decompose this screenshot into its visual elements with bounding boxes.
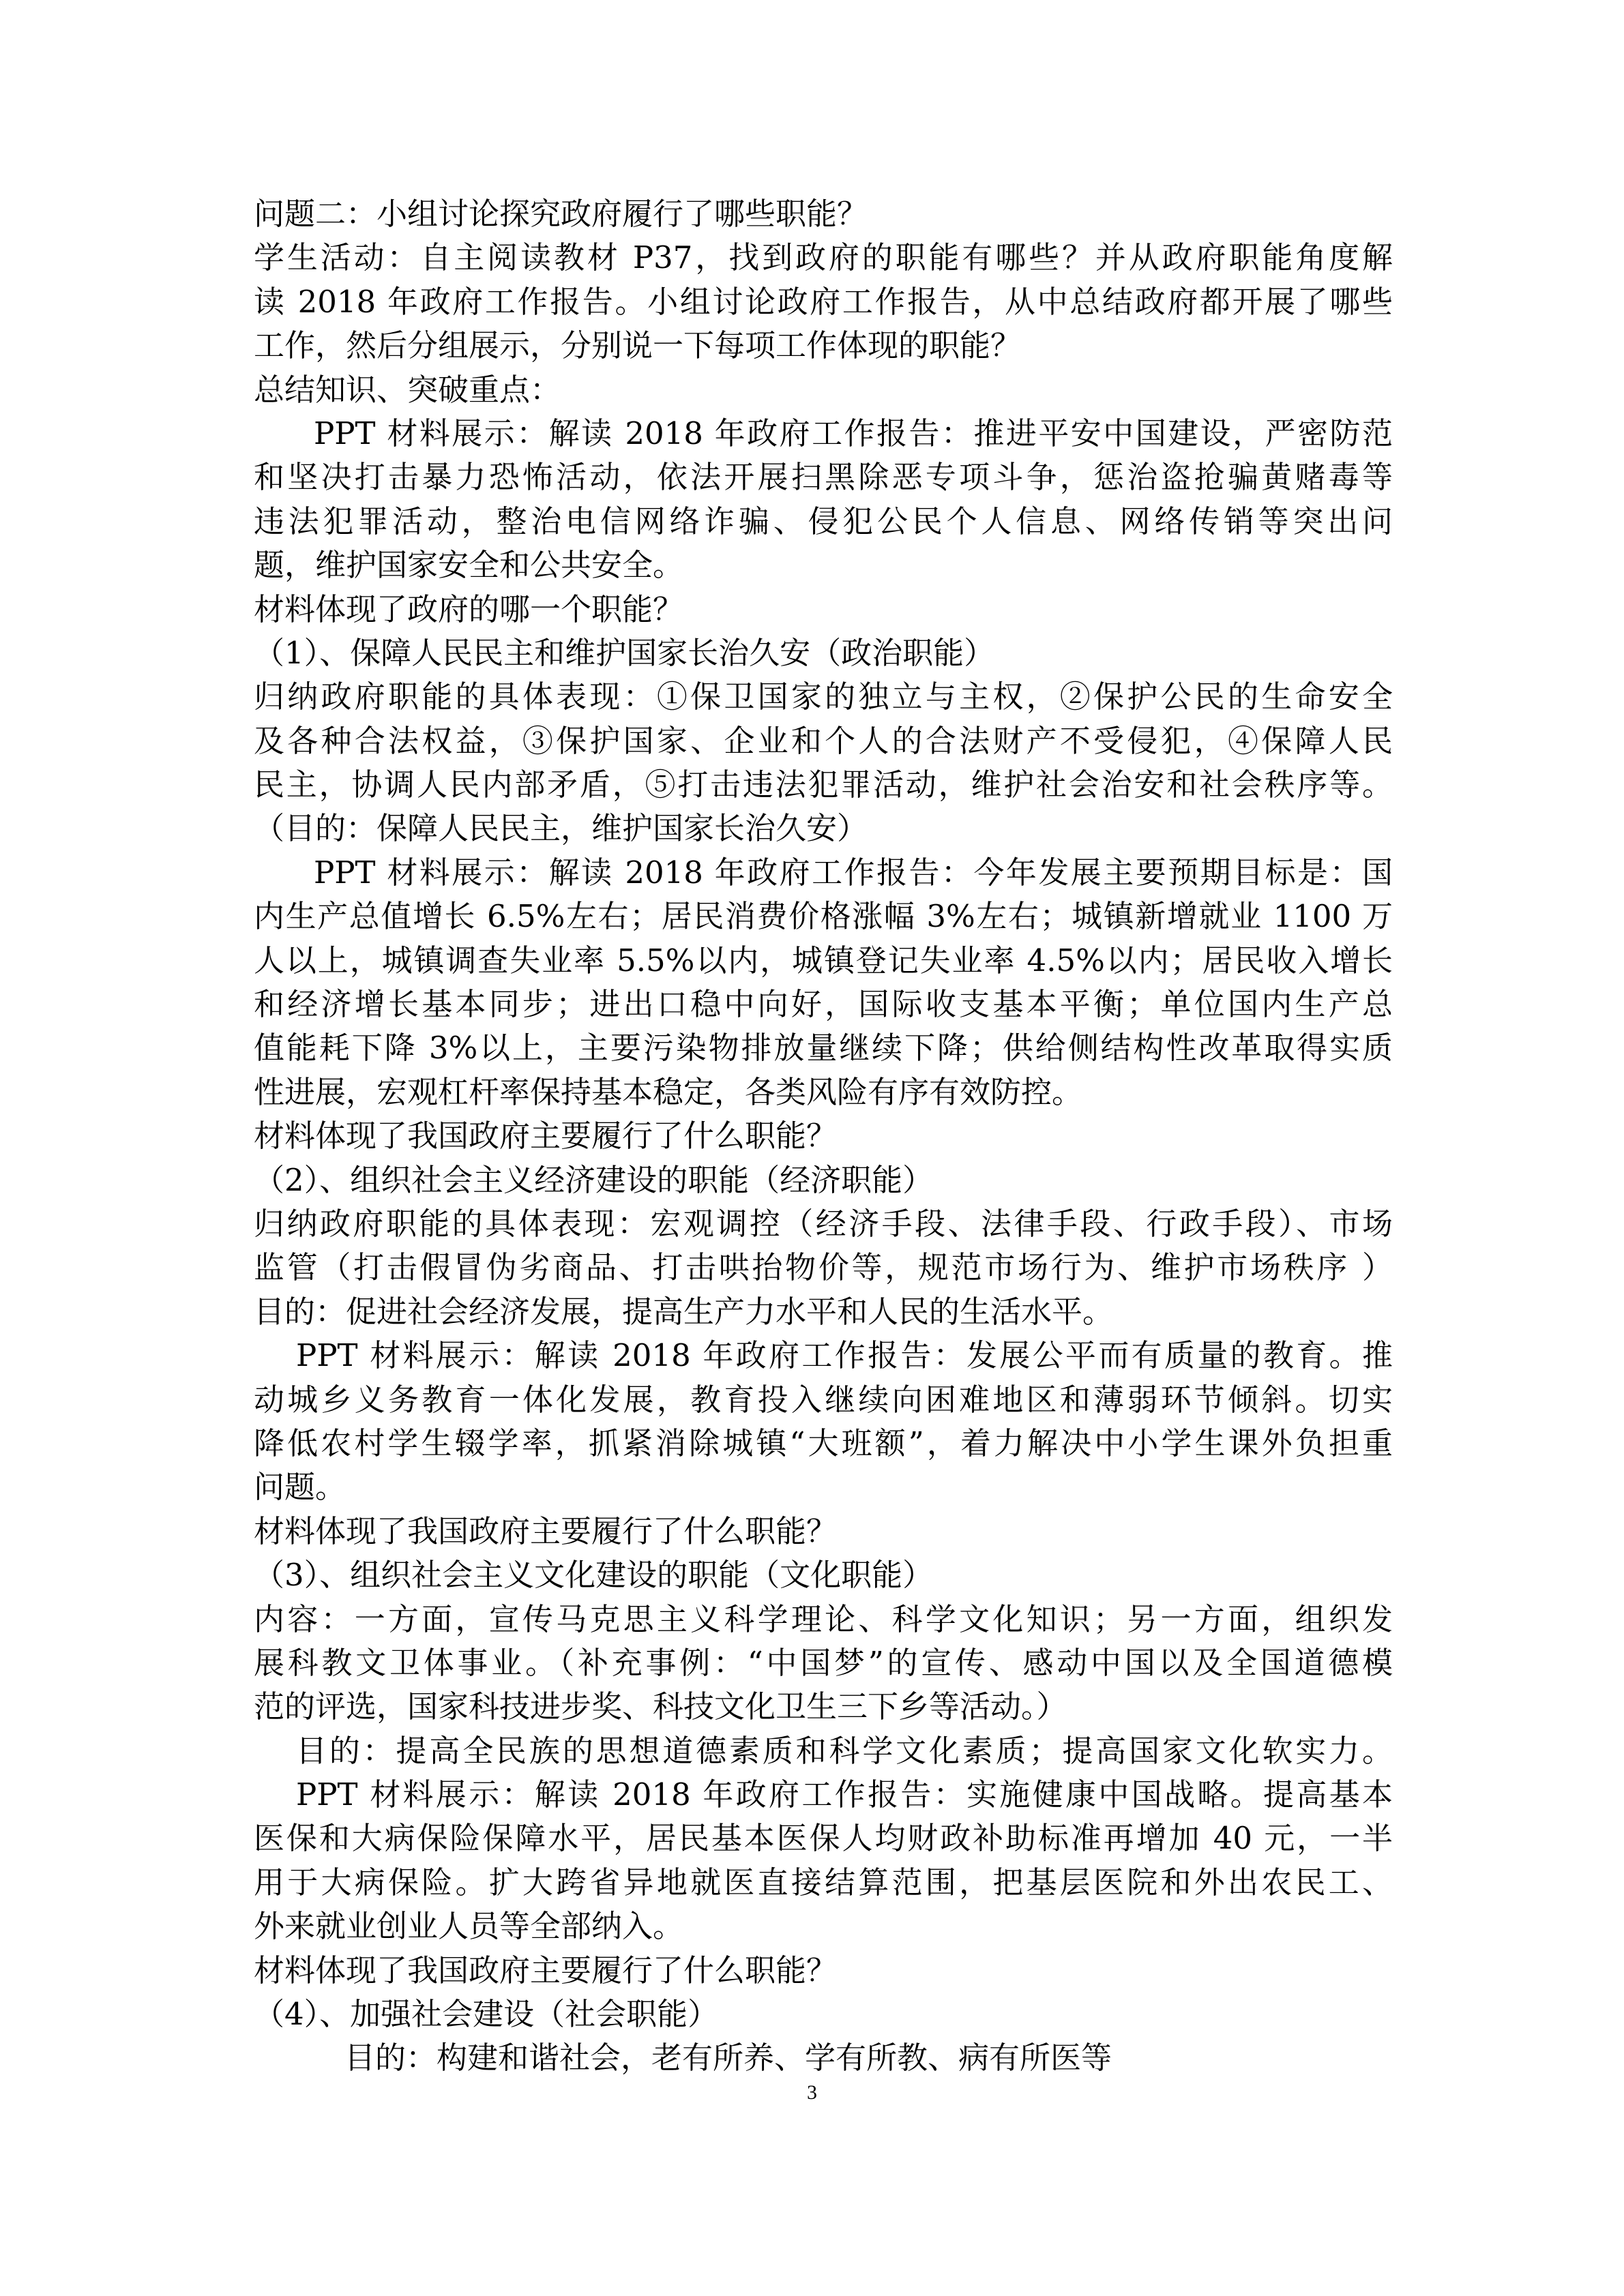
text-line: 读 2018 年政府工作报告。小组讨论政府工作报告，从中总结政府都开展了哪些 — [254, 283, 1393, 320]
text-line: PPT 材料展示：解读 2018 年政府工作报告：实施健康中国战略。提高基本 — [296, 1776, 1393, 1813]
text-line: 监管（打击假冒伪劣商品、打击哄抬物价等，规范市场行为、维护市场秩序 ） — [254, 1249, 1393, 1286]
text-line: 民主，协调人民内部矛盾，⑤打击违法犯罪活动，维护社会治安和社会秩序等。 — [254, 766, 1393, 803]
document-body — [254, 192, 1393, 2081]
text-line: 材料体现了我国政府主要履行了什么职能？ — [254, 1952, 838, 1988]
text-line: 内容：一方面，宣传马克思主义科学理论、科学文化知识；另一方面，组织发 — [254, 1600, 1393, 1637]
text-line: 归纳政府职能的具体表现：宏观调控（经济手段、法律手段、行政手段）、市场 — [254, 1205, 1393, 1242]
text-line: 用于大病保险。扩大跨省异地就医直接结算范围，把基层医院和外出农民工、 — [254, 1864, 1393, 1900]
text-line: 和经济增长基本同步；进出口稳中向好，国际收支基本平衡；单位国内生产总 — [254, 986, 1393, 1023]
text-line: 题，维护国家安全和公共安全。 — [254, 547, 684, 584]
text-line: 材料体现了政府的哪一个职能？ — [254, 591, 684, 627]
text-line: （目的：保障人民民主，维护国家长治久安） — [254, 810, 868, 847]
text-line: 学生活动：自主阅读教材 P37，找到政府的职能有哪些？并从政府职能角度解 — [254, 239, 1393, 276]
text-line: （3）、组织社会主义文化建设的职能（文化职能） — [254, 1557, 934, 1594]
text-line: 范的评选，国家科技进步奖、科技文化卫生三下乡等活动。） — [254, 1688, 1067, 1725]
text-line: 展科教文卫体事业。（补充事例：“中国梦”的宣传、感动中国以及全国道德模 — [254, 1644, 1393, 1681]
text-line: PPT 材料展示：解读 2018 年政府工作报告：推进平安中国建设，严密防范 — [314, 415, 1393, 451]
text-line: 问题。 — [254, 1469, 346, 1506]
text-line: 人以上，城镇调查失业率 5.5%以内，城镇登记失业率 4.5%以内；居民收入增长 — [254, 942, 1393, 979]
text-line: 归纳政府职能的具体表现：①保卫国家的独立与主权，②保护公民的生命安全 — [254, 679, 1393, 715]
text-line: 材料体现了我国政府主要履行了什么职能？ — [254, 1118, 838, 1154]
text-line: 和坚决打击暴力恐怖活动，依法开展扫黑除恶专项斗争，惩治盗抢骗黄赌毒等 — [254, 459, 1393, 496]
text-line: 外来就业创业人员等全部纳入。 — [254, 1908, 684, 1945]
text-line: （1）、保障人民民主和维护国家长治久安（政治职能） — [254, 634, 995, 671]
text-line: 目的：提高全民族的思想道德素质和科学文化素质；提高国家文化软实力。 — [296, 1732, 1393, 1769]
text-line: 降低农村学生辍学率，抓紧消除城镇“大班额”，着力解决中小学生课外负担重 — [254, 1425, 1393, 1461]
text-line: 医保和大病保险保障水平，居民基本医保人均财政补助标准再增加 40 元，一半 — [254, 1820, 1393, 1857]
text-line: 目的：构建和谐社会，老有所养、学有所教、病有所医等 — [344, 2040, 1112, 2076]
text-line: 动城乡义务教育一体化发展，教育投入继续向困难地区和薄弱环节倾斜。切实 — [254, 1381, 1393, 1418]
text-line: 工作，然后分组展示，分别说一下每项工作体现的职能？ — [254, 327, 1022, 364]
text-line: 及各种合法权益，③保护国家、企业和个人的合法财产不受侵犯，④保障人民 — [254, 722, 1393, 759]
text-line: 问题二：小组讨论探究政府履行了哪些职能？ — [254, 196, 868, 232]
text-line: 目的：促进社会经济发展，提高生产力水平和人民的生活水平。 — [254, 1293, 1114, 1330]
page-number: 3 — [807, 2081, 817, 2104]
text-line: 值能耗下降 3%以上，主要污染物排放量继续下降；供给侧结构性改革取得实质 — [254, 1030, 1393, 1067]
text-line: 违法犯罪活动，整治电信网络诈骗、侵犯公民个人信息、网络传销等突出问 — [254, 503, 1393, 539]
text-line: PPT 材料展示：解读 2018 年政府工作报告：发展公平而有质量的教育。推 — [296, 1337, 1393, 1374]
text-line: PPT 材料展示：解读 2018 年政府工作报告：今年发展主要预期目标是：国 — [314, 854, 1393, 891]
text-line: 材料体现了我国政府主要履行了什么职能？ — [254, 1512, 838, 1549]
text-line: 内生产总值增长 6.5%左右；居民消费价格涨幅 3%左右；城镇新增就业 1100 万 — [254, 898, 1393, 935]
text-line: 性进展，宏观杠杆率保持基本稳定，各类风险有序有效防控。 — [254, 1073, 1083, 1110]
text-line: （2）、组织社会主义经济建设的职能（经济职能） — [254, 1161, 934, 1198]
text-line: （4）、加强社会建设（社会职能） — [254, 1996, 719, 2033]
text-line: 总结知识、突破重点： — [254, 371, 561, 408]
